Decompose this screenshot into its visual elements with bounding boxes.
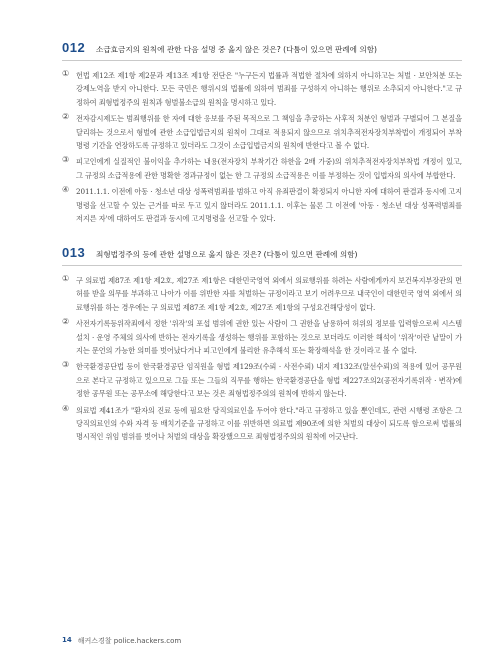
- footer-site[interactable]: 해커스경찰 police.hackers.com: [77, 637, 182, 645]
- answer-options: [62, 69, 462, 225]
- option-marker: ④: [62, 185, 70, 195]
- option-text: 2011.1.1. 이전에 아동 · 청소년 대상 성폭력범죄를 범하고 아직 유죄판결이 확정되지 아니한 자에 대하여 판결과 동시에 고지명령을 선고할 수 있는 근거를 따로 두고 있지 않더라도 2011.1.1. 이후는 물론 그 이전에 '아동 · 청소년 대상 성폭력범죄를 저지른 자'에 대하여도 판결과 동시에 고지명령을 선고할 수 있다.: [76, 187, 462, 224]
- option-text: 헌법 제12조 제1항 제2문과 제13조 제1항 전단은 "누구든지 법률과 적법한 절차에 의하지 아니하고는 처벌 · 보안처분 또는 강제노역을 받지 아니한다. 모든 국민은 행위시의 법률에 의하여 범죄를 구성하지 아니하는 행위로 소추되지 아니한다."고 규정하여 죄형법정주의 원칙과 형벌불소급의 원칙을 명시하고 있다.: [76, 71, 462, 107]
- option-text: 피고인에게 실질적인 불이익을 추가하는 내용(전자장치 부착기간 하한을 2배 가중)의 위치추적전자장치부착법 개정이 있고, 그 규정의 소급적용에 관한 명확한 경과규정이 없는 한 그 규정의 소급적용은 이를 부정하는 것이 입법자의 의사에 부합한다.: [76, 157, 462, 180]
- option-marker: ①: [62, 69, 70, 78]
- answer-option[interactable]: [62, 317, 462, 357]
- option-marker: ③: [62, 360, 70, 370]
- option-marker: ③: [62, 155, 70, 165]
- answer-option[interactable]: [62, 360, 462, 400]
- question-header: [62, 245, 462, 266]
- question-number: 013: [62, 245, 86, 260]
- answer-option[interactable]: [62, 404, 462, 444]
- option-text: 전자감시제도는 범죄행위를 한 자에 대한 응보를 주된 목적으로 그 책임을 추궁하는 사후적 처분인 형벌과 구별되어 그 본질을 달리하는 것으로서 형벌에 관한 소급입법금지의 원칙이 그대로 적용되지 않으므로 위치추적전자장치부착법이 개정되어 부착명령 기간을 연장하도록 규정하고 있더라도 그것이 소급입법금지의 원칙에 반한다고 볼 수 없다.: [76, 114, 462, 151]
- option-marker: ②: [62, 317, 70, 327]
- option-marker: ①: [62, 274, 70, 283]
- question-number: 012: [62, 40, 86, 55]
- page-number: 14: [62, 636, 72, 644]
- answer-options: [62, 274, 462, 444]
- option-marker: ④: [62, 403, 70, 413]
- option-marker: ②: [62, 112, 70, 122]
- question-header: [62, 40, 462, 61]
- answer-option[interactable]: [62, 185, 462, 225]
- question-013: [62, 245, 462, 447]
- question-text: 소급효금지의 원칙에 관한 다음 설명 중 옳지 않은 것은? (다툼이 있으면 판례에 의함): [96, 45, 377, 54]
- option-text: 구 의료법 제87조 제1항 제2호, 제27조 제1항은 대한민국영역 외에서 의료행위를 하려는 사람에게까지 보건복지부장관의 면허를 받을 의무를 부과하고 나아가 이를 위반한 자를 처벌하는 규정이라고 보기 어려우므로 내국인이 대한민국 영역 외에서 의료행위를 하는 경우에는 구 의료법 제87조 제1항 제2호, 제27조 제1항의 구성요건해당성이 없다.: [76, 276, 462, 312]
- option-text: 사전자기록등위작죄에서 정한 '위작'의 포섭 범위에 권한 있는 사람이 그 권한을 남용하여 허위의 정보를 입력함으로써 시스템 설치 · 운영 주체의 의사에 반하는 전자기록을 생성하는 행위를 포함하는 것으로 보더라도 이러한 해석이 '위작'이란 낱말이 가지는 문언의 가능한 의미를 벗어났다거나 피고인에게 불리한 유추해석 또는 확장해석을 한 것이라고 볼 수 없다.: [76, 319, 462, 356]
- answer-option[interactable]: [62, 274, 462, 314]
- answer-option[interactable]: [62, 155, 462, 182]
- page-footer: [62, 636, 181, 646]
- question-012: [62, 40, 462, 228]
- answer-option[interactable]: [62, 69, 462, 109]
- option-text: 한국환경공단법 등이 한국환경공단 임직원을 형법 제129조(수뢰 · 사전수뢰) 내지 제132조(알선수뢰)의 적용에 있어 공무원으로 본다고 규정하고 있으므로 그들 또는 그들의 직무를 행하는 한국환경공단을 형법 제227조의2(공전자기록위작 · 변작)에 정한 공무원 또는 공무소에 해당한다고 보는 것은 죄형법정주의의 원칙에 반하지 않는다.: [76, 362, 462, 399]
- answer-option[interactable]: [62, 112, 462, 152]
- question-text: 죄형법정주의 등에 관한 설명으로 옳지 않은 것은? (다툼이 있으면 판례에 의함): [96, 250, 358, 259]
- option-text: 의료법 제41조가 "환자의 진료 등에 필요한 당직의료인을 두어야 한다."라고 규정하고 있을 뿐인데도, 관련 시행령 조항은 그 당직의료인의 수와 자격 등 배치기준을 규정하고 이를 위반하면 의료법 제90조에 의한 처벌의 대상이 되도록 함으로써 법률의 명시적인 위임 범위를 벗어나 처벌의 대상을 확장했으므로 죄형법정주의의 원칙에 어긋난다.: [76, 405, 462, 442]
